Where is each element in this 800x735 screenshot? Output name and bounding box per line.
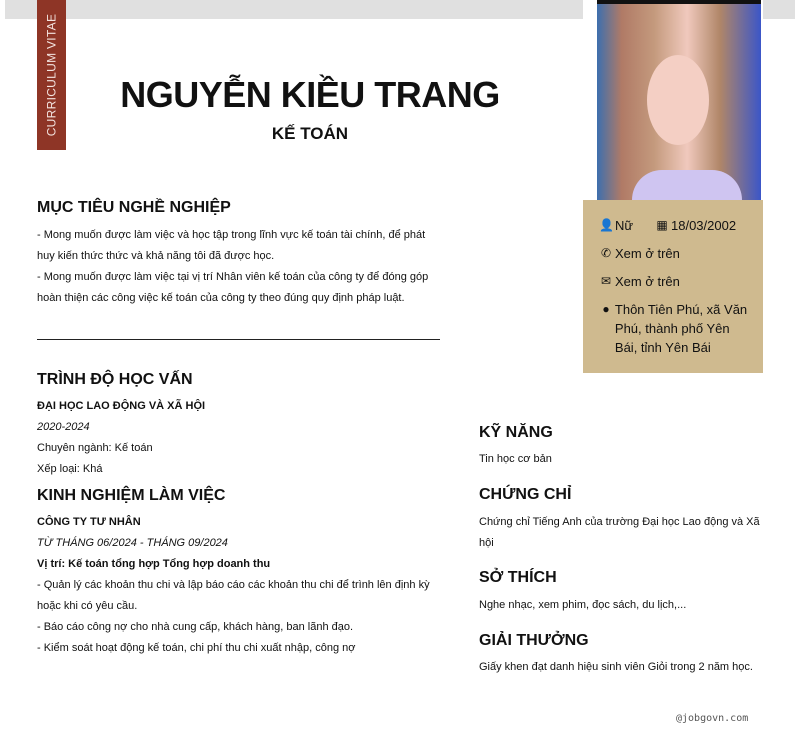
cv-tag-text: CURRICULUM VITAE <box>44 13 59 137</box>
gender: Nữ <box>615 218 634 233</box>
candidate-name: NGUYỄN KIỀU TRANG <box>120 74 500 115</box>
email: Xem ở trên <box>615 274 680 289</box>
experience-line: - Kiểm soát hoạt động kế toán, chi phí thu chi xuất nhập, công nợ <box>37 642 356 654</box>
header-band <box>5 0 583 19</box>
watermark: @jobgovn.com <box>676 713 749 724</box>
experience-entry <box>37 512 442 659</box>
grade: Xếp loại: Khá <box>37 463 103 475</box>
date-of-birth: 18/03/2002 <box>671 218 737 233</box>
job-title: KẾ TOÁN <box>271 124 349 143</box>
education-period: 2020-2024 <box>37 421 90 433</box>
certs-heading: CHỨNG CHỈ <box>479 486 572 503</box>
phone-icon: ✆ <box>600 246 612 260</box>
certs-text: Chứng chỉ Tiếng Anh của trường Đại học Lao động và Xã hội <box>479 516 760 549</box>
objective-line: - Mong muốn được làm việc và học tập trong lĩnh vực kế toán tài chính, để phát huy kiến thức thức và khả năng tôi đã được học. <box>37 229 426 262</box>
major: Chuyên ngành: Kế toán <box>37 442 153 454</box>
phone: Xem ở trên <box>615 246 680 261</box>
curriculum-vitae-tag <box>37 0 66 150</box>
contact-info-panel <box>583 200 763 373</box>
awards-heading: GIẢI THƯỞNG <box>479 632 589 649</box>
divider <box>37 339 440 340</box>
hobbies-text: Nghe nhạc, xem phim, đọc sách, du lịch,... <box>479 599 687 611</box>
experience-heading: KINH NGHIỆM LÀM VIỆC <box>37 487 226 504</box>
header-band-right <box>763 0 795 19</box>
objective-heading: MỤC TIÊU NGHỀ NGHIỆP <box>37 199 231 216</box>
skills-text: Tin học cơ bản <box>479 453 552 465</box>
hobbies-heading: SỞ THÍCH <box>479 569 557 586</box>
school: ĐẠI HỌC LAO ĐỘNG VÀ XÃ HỘI <box>37 400 206 412</box>
position: Vị trí: Kế toán tổng hợp Tổng hợp doanh thu <box>37 558 271 570</box>
awards-text: Giấy khen đạt danh hiệu sinh viên Giỏi trong 2 năm học. <box>479 661 753 673</box>
calendar-icon: ▦ <box>656 218 668 232</box>
experience-line: - Báo cáo công nợ cho nhà cung cấp, khách hàng, ban lãnh đạo. <box>37 621 354 633</box>
objective-line: - Mong muốn được làm việc tại vị trí Nhân viên kế toán của công ty để đóng góp hoàn thiện các công việc kế toán của công ty theo đúng quy định pháp luật. <box>37 271 429 304</box>
skills-heading: KỸ NĂNG <box>479 424 553 441</box>
education-heading: TRÌNH ĐỘ HỌC VẤN <box>37 371 193 388</box>
address: Thôn Tiên Phú, xã Văn Phú, thành phố Yên Bái, tỉnh Yên Bái <box>614 302 748 355</box>
objective-text <box>37 225 442 309</box>
experience-line: - Quản lý các khoản thu chi và lập báo cáo các khoản thu chi để trình lên định kỳ hoặc khi có yêu cầu. <box>37 579 430 612</box>
person-icon: 👤 <box>599 218 614 232</box>
mail-icon: ✉ <box>600 274 612 288</box>
location-icon: ● <box>602 302 610 316</box>
experience-period: TỪ THÁNG 06/2024 - THÁNG 09/2024 <box>37 537 228 549</box>
education-entry <box>37 396 442 480</box>
profile-photo <box>597 0 761 200</box>
company: CÔNG TY TƯ NHÂN <box>37 516 141 528</box>
